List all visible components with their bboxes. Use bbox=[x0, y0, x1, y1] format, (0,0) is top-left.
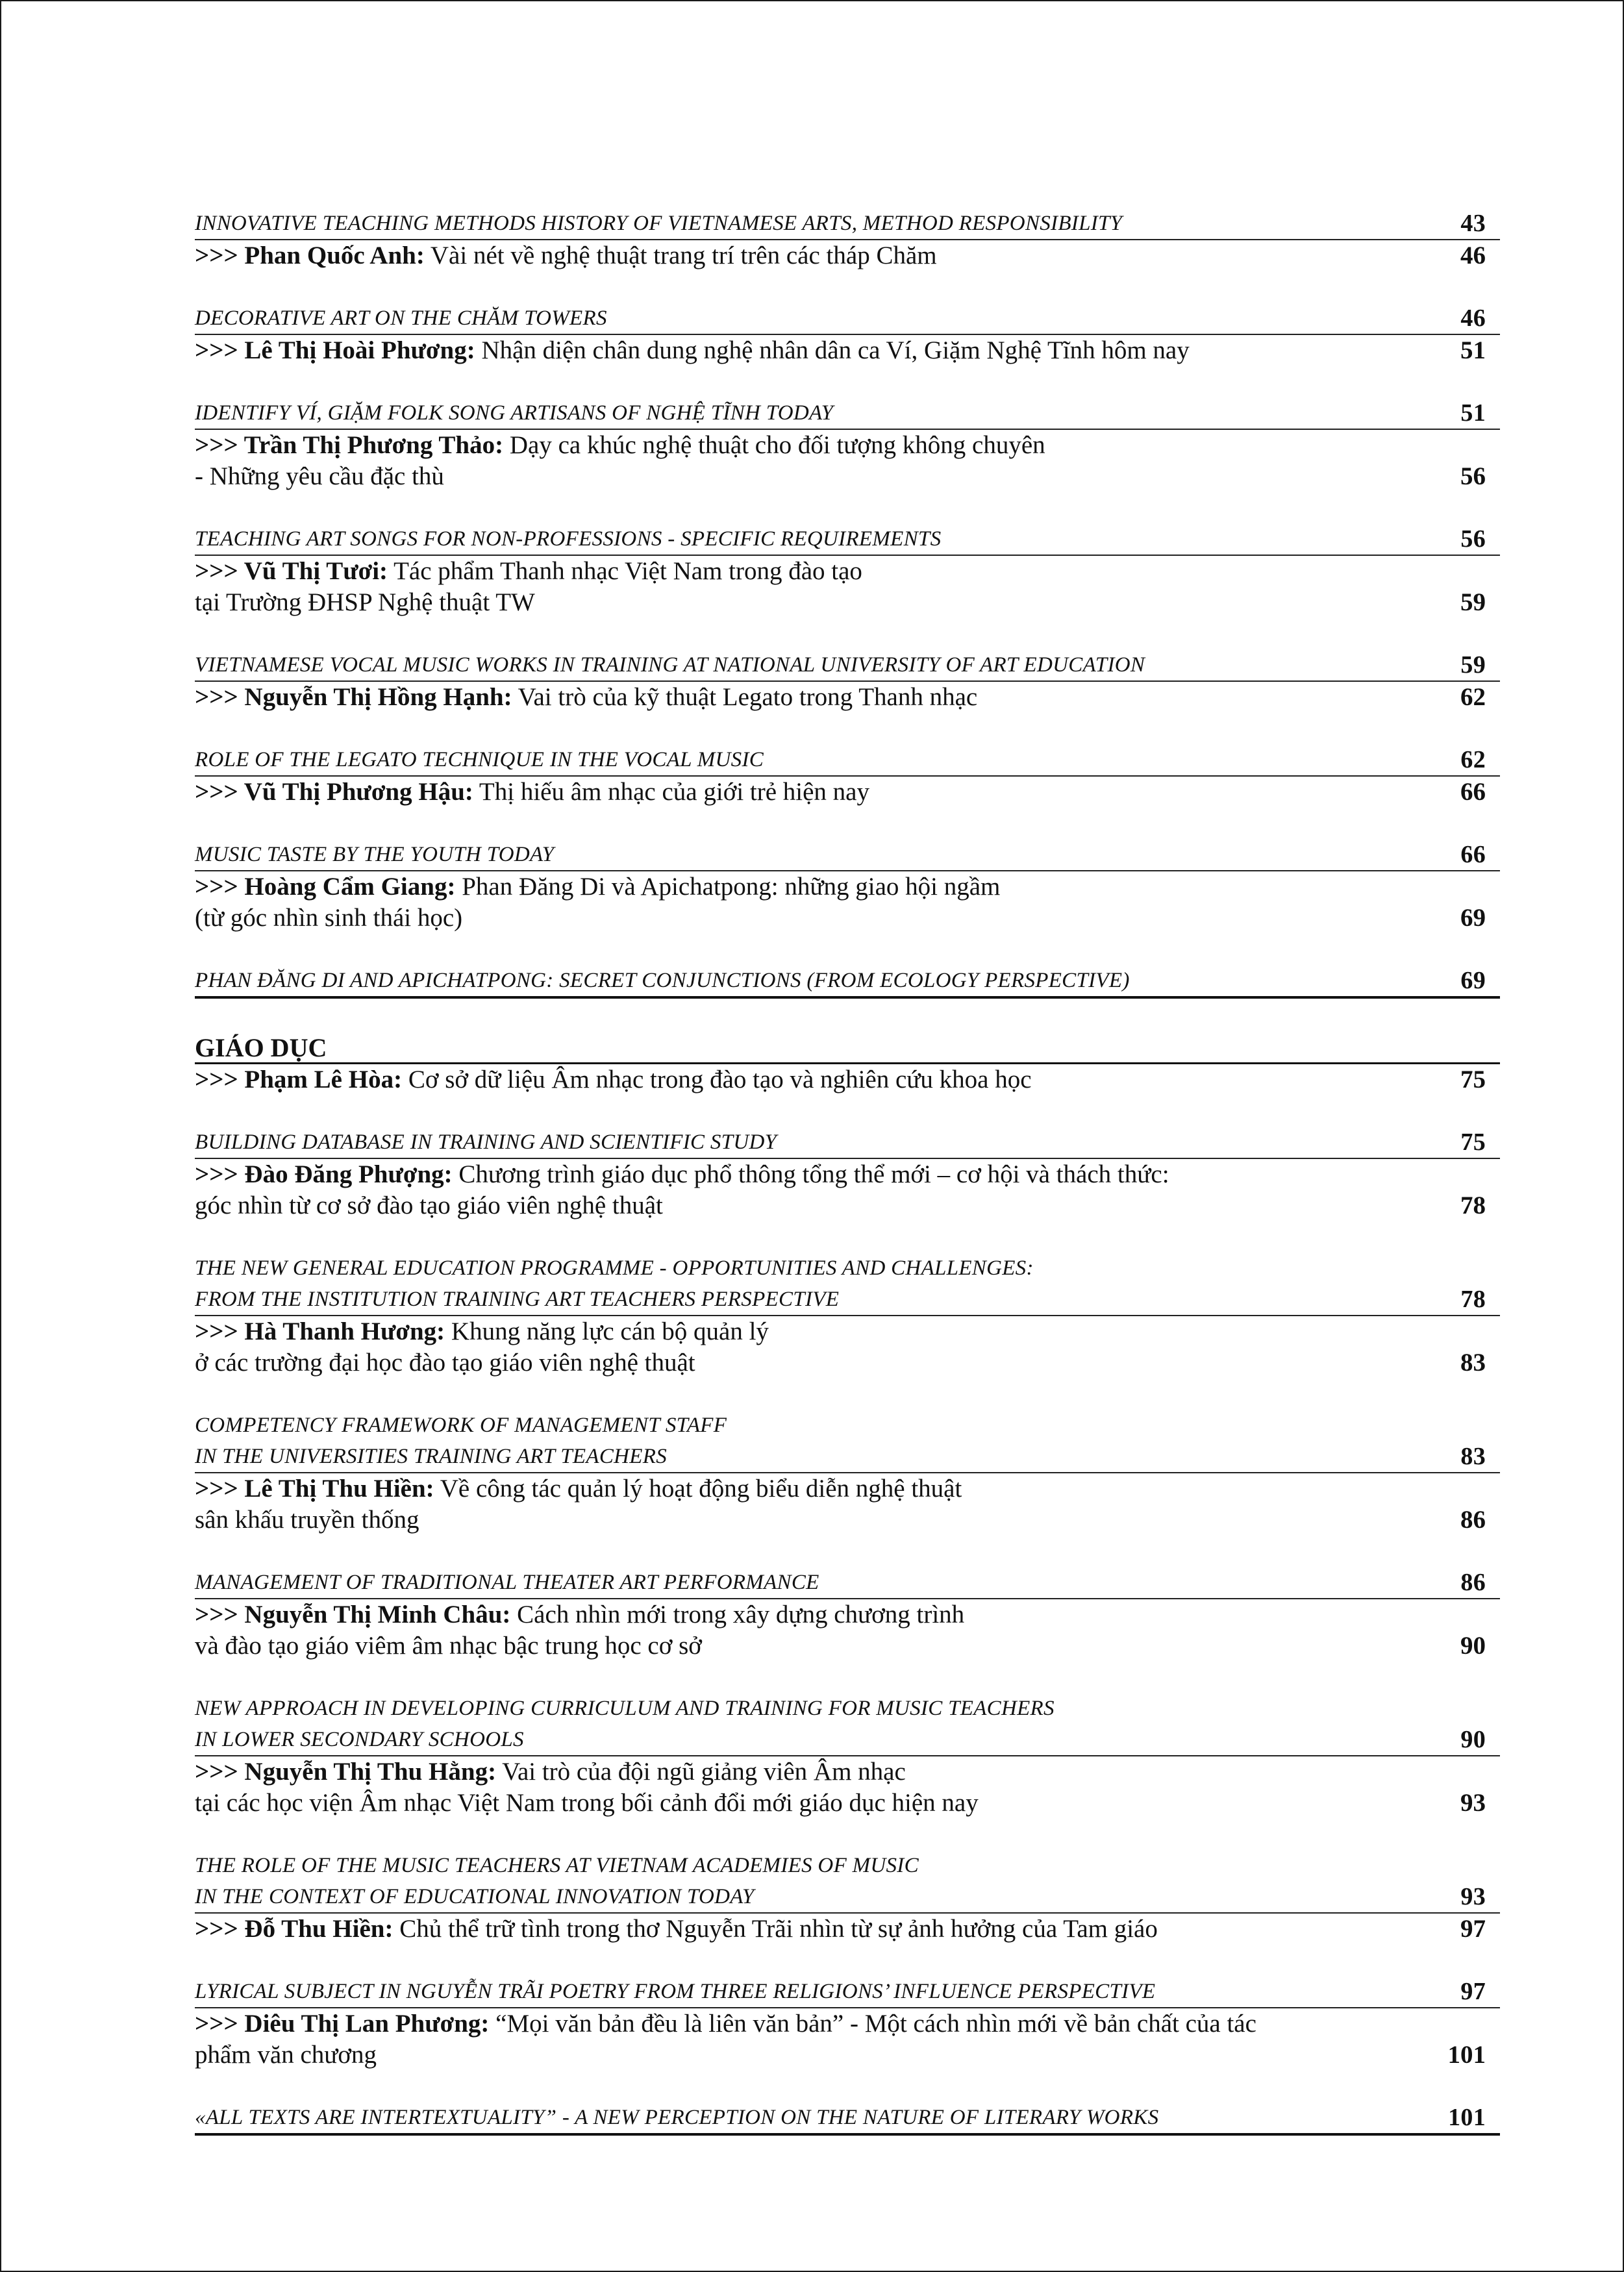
vietnamese-title-line bbox=[195, 1599, 1500, 1630]
page-number: 101 bbox=[1448, 2104, 1486, 2131]
page-number: 51 bbox=[1460, 336, 1486, 364]
english-title-text: FROM THE INSTITUTION TRAINING ART TEACHERS PERSPECTIVE bbox=[195, 1288, 840, 1311]
article-title: sân khấu truyền thống bbox=[195, 1506, 419, 1534]
toc-entry bbox=[195, 682, 1500, 777]
toc-group-top bbox=[195, 208, 1500, 999]
english-title-line bbox=[195, 1127, 1500, 1158]
page-number: 86 bbox=[1460, 1506, 1486, 1534]
vietnamese-title-block bbox=[195, 1316, 1500, 1379]
english-title-text: MANAGEMENT OF TRADITIONAL THEATER ART PERFORMANCE bbox=[195, 1571, 819, 1594]
english-title-text: BUILDING DATABASE IN TRAINING AND SCIENTIFIC STUDY bbox=[195, 1130, 777, 1154]
english-title-line bbox=[195, 1567, 1500, 1598]
author-name: >>> Vũ Thị Tươi: bbox=[195, 557, 388, 585]
english-title-text: INNOVATIVE TEACHING METHODS HISTORY OF VIETNAMESE ARTS, METHOD RESPONSIBILITY bbox=[195, 212, 1123, 235]
vietnamese-title-block bbox=[195, 240, 1500, 271]
toc-entry bbox=[195, 871, 1500, 999]
section-spacer bbox=[195, 999, 1500, 1034]
english-title-line bbox=[195, 208, 1500, 239]
page-number: 59 bbox=[1460, 588, 1486, 616]
toc-entry bbox=[195, 1316, 1500, 1473]
english-title-text: NEW APPROACH IN DEVELOPING CURRICULUM AND TRAINING FOR MUSIC TEACHERS bbox=[195, 1697, 1055, 1720]
page-number: 51 bbox=[1460, 399, 1486, 427]
article-title: Nhận diện chân dung nghệ nhân dân ca Ví, Giặm Nghệ Tĩnh hôm nay bbox=[475, 336, 1190, 364]
vietnamese-title-text bbox=[195, 682, 977, 713]
english-title-line bbox=[195, 1976, 1500, 2007]
english-title-text: LYRICAL SUBJECT IN NGUYỄN TRÃI POETRY FROM THREE RELIGIONS’ INFLUENCE PERSPECTIVE bbox=[195, 1980, 1156, 2003]
vietnamese-title-text bbox=[195, 1316, 769, 1347]
vietnamese-title-block bbox=[195, 1599, 1500, 1662]
vietnamese-title-text bbox=[195, 1159, 1169, 1190]
english-title-line bbox=[195, 1693, 1500, 1724]
article-title: Dạy ca khúc nghệ thuật cho đối tượng không chuyên bbox=[503, 431, 1045, 459]
vietnamese-title-line bbox=[195, 335, 1500, 366]
vietnamese-title-text bbox=[195, 2008, 1256, 2040]
toc-group-education bbox=[195, 1064, 1500, 2136]
vietnamese-title-text bbox=[195, 461, 444, 492]
vietnamese-title-line bbox=[195, 1064, 1500, 1095]
vietnamese-title-line bbox=[195, 1504, 1500, 1536]
vietnamese-title-line bbox=[195, 587, 1500, 618]
vietnamese-title-text bbox=[195, 240, 937, 271]
vietnamese-title-text bbox=[195, 335, 1190, 366]
english-title-block bbox=[195, 839, 1500, 871]
article-title: Vai trò của đội ngũ giảng viên Âm nhạc bbox=[496, 1758, 906, 1786]
vietnamese-title-text bbox=[195, 2040, 377, 2071]
author-name: >>> Trần Thị Phương Thảo: bbox=[195, 431, 504, 459]
author-name: >>> Nguyễn Thị Minh Châu: bbox=[195, 1601, 511, 1629]
english-title-block bbox=[195, 1567, 1500, 1599]
toc-entry bbox=[195, 556, 1500, 682]
vietnamese-title-block bbox=[195, 777, 1500, 808]
author-name: >>> Phạm Lê Hòa: bbox=[195, 1066, 403, 1093]
toc-entry bbox=[195, 1756, 1500, 1914]
english-title-line bbox=[195, 744, 1500, 775]
author-name: >>> Hoàng Cẩm Giang: bbox=[195, 873, 456, 901]
toc-entry bbox=[195, 777, 1500, 871]
author-name: >>> Vũ Thị Phương Hậu: bbox=[195, 778, 473, 806]
vietnamese-title-line bbox=[195, 1630, 1500, 1662]
english-title-text: MUSIC TASTE BY THE YOUTH TODAY bbox=[195, 843, 555, 866]
vietnamese-title-line bbox=[195, 1788, 1500, 1819]
vietnamese-title-text bbox=[195, 1190, 663, 1221]
article-title: “Mọi văn bản đều là liên văn bản” - Một cách nhìn mới về bản chất của tác bbox=[489, 2010, 1256, 2038]
vietnamese-title-line bbox=[195, 1159, 1500, 1190]
english-title-block bbox=[195, 303, 1500, 335]
article-title: (từ góc nhìn sinh thái học) bbox=[195, 904, 463, 932]
author-name: >>> Lê Thị Thu Hiền: bbox=[195, 1475, 434, 1503]
vietnamese-title-line bbox=[195, 1347, 1500, 1379]
page-number: 93 bbox=[1460, 1883, 1486, 1910]
article-title: - Những yêu cầu đặc thù bbox=[195, 462, 444, 490]
author-name: >>> Lê Thị Hoài Phương: bbox=[195, 336, 475, 364]
english-title-line bbox=[195, 397, 1500, 429]
english-title-text: ROLE OF THE LEGATO TECHNIQUE IN THE VOCAL MUSIC bbox=[195, 748, 764, 771]
vietnamese-title-block bbox=[195, 871, 1500, 934]
english-title-block bbox=[195, 965, 1500, 999]
vietnamese-title-text bbox=[195, 903, 462, 934]
article-title: Về công tác quản lý hoạt động biểu diễn nghệ thuật bbox=[434, 1475, 962, 1503]
english-title-block bbox=[195, 1410, 1500, 1473]
english-title-text: IN LOWER SECONDARY SCHOOLS bbox=[195, 1728, 524, 1751]
english-title-line bbox=[195, 839, 1500, 870]
page-number: 86 bbox=[1460, 1569, 1486, 1596]
vietnamese-title-block bbox=[195, 682, 1500, 713]
vietnamese-title-text bbox=[195, 1473, 962, 1504]
vietnamese-title-text bbox=[195, 777, 869, 808]
page-number: 69 bbox=[1460, 904, 1486, 932]
vietnamese-title-block bbox=[195, 1914, 1500, 1945]
english-title-text: IN THE UNIVERSITIES TRAINING ART TEACHERS bbox=[195, 1445, 667, 1468]
vietnamese-title-text bbox=[195, 1788, 979, 1819]
english-title-block bbox=[195, 649, 1500, 682]
page-number: 78 bbox=[1460, 1286, 1486, 1313]
english-title-line bbox=[195, 1253, 1500, 1284]
vietnamese-title-text bbox=[195, 1756, 906, 1788]
page-number: 56 bbox=[1460, 462, 1486, 490]
toc-entry bbox=[195, 2008, 1500, 2136]
page-number: 56 bbox=[1460, 525, 1486, 553]
vietnamese-title-block bbox=[195, 1064, 1500, 1095]
vietnamese-title-line bbox=[195, 2008, 1500, 2040]
vietnamese-title-line bbox=[195, 682, 1500, 713]
vietnamese-title-line bbox=[195, 1190, 1500, 1221]
english-title-line bbox=[195, 303, 1500, 334]
english-title-text: TEACHING ART SONGS FOR NON-PROFESSIONS - SPECIFIC REQUIREMENTS bbox=[195, 527, 942, 551]
english-title-text: THE ROLE OF THE MUSIC TEACHERS AT VIETNAM ACADEMIES OF MUSIC bbox=[195, 1854, 919, 1877]
vietnamese-title-block bbox=[195, 1756, 1500, 1819]
article-title: Chương trình giáo dục phổ thông tổng thể mới – cơ hội và thách thức: bbox=[452, 1160, 1169, 1188]
author-name: >>> Đào Đăng Phượng: bbox=[195, 1160, 453, 1188]
article-title: Cách nhìn mới trong xây dựng chương trình bbox=[510, 1601, 965, 1629]
toc-entry bbox=[195, 335, 1500, 430]
toc-entry bbox=[195, 240, 1500, 335]
english-title-text: IN THE CONTEXT OF EDUCATIONAL INNOVATION TODAY bbox=[195, 1885, 755, 1908]
vietnamese-title-block bbox=[195, 1159, 1500, 1221]
vietnamese-title-block bbox=[195, 335, 1500, 366]
english-title-text: COMPETENCY FRAMEWORK OF MANAGEMENT STAFF bbox=[195, 1414, 727, 1437]
page-number: 59 bbox=[1460, 651, 1486, 679]
page-number: 62 bbox=[1460, 746, 1486, 773]
toc-entry bbox=[195, 1473, 1500, 1599]
article-title: Khung năng lực cán bộ quản lý bbox=[445, 1317, 769, 1345]
english-title-text: PHAN ĐĂNG DI AND APICHATPONG: SECRET CONJUNCTIONS (FROM ECOLOGY PERSPECTIVE) bbox=[195, 969, 1130, 992]
english-title-text: IDENTIFY VÍ, GIẶM FOLK SONG ARTISANS OF NGHỆ TĨNH TODAY bbox=[195, 401, 834, 425]
page-number: 69 bbox=[1460, 967, 1486, 994]
vietnamese-title-line bbox=[195, 777, 1500, 808]
english-title-line bbox=[195, 1881, 1500, 1912]
english-title-line bbox=[195, 1284, 1500, 1315]
vietnamese-title-line bbox=[195, 903, 1500, 934]
vietnamese-title-text bbox=[195, 1599, 964, 1630]
english-title-line bbox=[195, 2102, 1500, 2133]
english-title-text: «ALL TEXTS ARE INTERTEXTUALITY” - A NEW PERCEPTION ON THE NATURE OF LITERARY WORKS bbox=[195, 2106, 1159, 2129]
section-heading: GIÁO DỤC bbox=[195, 1034, 1500, 1064]
english-title-line bbox=[195, 523, 1500, 555]
english-title-block bbox=[195, 1253, 1500, 1316]
article-title: tại các học viện Âm nhạc Việt Nam trong bối cảnh đổi mới giáo dục hiện nay bbox=[195, 1789, 979, 1817]
english-title-block bbox=[195, 744, 1500, 777]
vietnamese-title-line bbox=[195, 2040, 1500, 2071]
vietnamese-title-line bbox=[195, 240, 1500, 271]
vietnamese-title-block bbox=[195, 430, 1500, 492]
page-number: 83 bbox=[1460, 1349, 1486, 1377]
toc-entry bbox=[195, 1914, 1500, 2008]
vietnamese-title-block bbox=[195, 1473, 1500, 1536]
english-title-line bbox=[195, 1850, 1500, 1881]
toc-entry bbox=[195, 208, 1500, 240]
vietnamese-title-line bbox=[195, 1756, 1500, 1788]
page-number: 66 bbox=[1460, 778, 1486, 806]
vietnamese-title-line bbox=[195, 461, 1500, 492]
vietnamese-title-text bbox=[195, 556, 862, 587]
english-title-block bbox=[195, 397, 1500, 430]
article-title: Vài nét về nghệ thuật trang trí trên các tháp Chăm bbox=[424, 242, 937, 269]
english-title-line bbox=[195, 1441, 1500, 1472]
vietnamese-title-text bbox=[195, 871, 1000, 903]
article-title: Chủ thể trữ tình trong thơ Nguyễn Trãi nhìn từ sự ảnh hưởng của Tam giáo bbox=[393, 1915, 1158, 1943]
article-title: tại Trường ĐHSP Nghệ thuật TW bbox=[195, 588, 535, 616]
author-name: >>> Đỗ Thu Hiền: bbox=[195, 1915, 394, 1943]
author-name: >>> Nguyễn Thị Thu Hằng: bbox=[195, 1758, 497, 1786]
page-number: 90 bbox=[1460, 1726, 1486, 1753]
english-title-text: DECORATIVE ART ON THE CHĂM TOWERS bbox=[195, 306, 607, 330]
english-title-block bbox=[195, 208, 1500, 240]
vietnamese-title-line bbox=[195, 430, 1500, 461]
article-title: phẩm văn chương bbox=[195, 2041, 377, 2069]
english-title-line bbox=[195, 965, 1500, 996]
vietnamese-title-line bbox=[195, 1914, 1500, 1945]
page-number: 101 bbox=[1447, 2041, 1486, 2069]
page-number: 90 bbox=[1460, 1632, 1486, 1660]
page-number: 97 bbox=[1460, 1915, 1486, 1943]
article-title: Thị hiếu âm nhạc của giới trẻ hiện nay bbox=[473, 778, 869, 806]
page-number: 46 bbox=[1460, 242, 1486, 269]
toc-entry bbox=[195, 1159, 1500, 1316]
vietnamese-title-text bbox=[195, 1630, 702, 1662]
english-title-line bbox=[195, 1410, 1500, 1441]
author-name: >>> Nguyễn Thị Hồng Hạnh: bbox=[195, 683, 512, 711]
page-number: 78 bbox=[1460, 1192, 1486, 1219]
author-name: >>> Hà Thanh Hương: bbox=[195, 1317, 445, 1345]
vietnamese-title-text bbox=[195, 1914, 1158, 1945]
article-title: ở các trường đại học đào tạo giáo viên nghệ thuật bbox=[195, 1349, 695, 1377]
vietnamese-title-line bbox=[195, 556, 1500, 587]
vietnamese-title-line bbox=[195, 1316, 1500, 1347]
article-title: Cơ sở dữ liệu Âm nhạc trong đào tạo và nghiên cứu khoa học bbox=[402, 1066, 1032, 1093]
page-number: 75 bbox=[1460, 1129, 1486, 1156]
page-number: 83 bbox=[1460, 1443, 1486, 1470]
english-title-block bbox=[195, 523, 1500, 556]
english-title-block bbox=[195, 1693, 1500, 1756]
toc-entry bbox=[195, 1599, 1500, 1756]
article-title: góc nhìn từ cơ sở đào tạo giáo viên nghệ thuật bbox=[195, 1192, 663, 1219]
vietnamese-title-text bbox=[195, 430, 1045, 461]
english-title-block bbox=[195, 1127, 1500, 1159]
page-number: 43 bbox=[1460, 210, 1486, 237]
article-title: và đào tạo giáo viêm âm nhạc bậc trung học cơ sở bbox=[195, 1632, 702, 1660]
page-number: 66 bbox=[1460, 841, 1486, 868]
vietnamese-title-block bbox=[195, 2008, 1500, 2071]
english-title-line bbox=[195, 649, 1500, 680]
english-title-block bbox=[195, 2102, 1500, 2136]
page-number: 46 bbox=[1460, 305, 1486, 332]
page-number: 97 bbox=[1460, 1978, 1486, 2005]
english-title-block bbox=[195, 1976, 1500, 2008]
vietnamese-title-block bbox=[195, 556, 1500, 618]
vietnamese-title-text bbox=[195, 1504, 419, 1536]
english-title-text: VIETNAMESE VOCAL MUSIC WORKS IN TRAINING AT NATIONAL UNIVERSITY OF ART EDUCATION bbox=[195, 653, 1145, 677]
page-number: 93 bbox=[1460, 1789, 1486, 1817]
page-number: 75 bbox=[1460, 1066, 1486, 1093]
author-name: >>> Phan Quốc Anh: bbox=[195, 242, 425, 269]
table-of-contents bbox=[195, 208, 1500, 2136]
vietnamese-title-text bbox=[195, 1347, 695, 1379]
page-number: 62 bbox=[1460, 683, 1486, 711]
vietnamese-title-text bbox=[195, 1064, 1032, 1095]
english-title-block bbox=[195, 1850, 1500, 1914]
toc-entry bbox=[195, 430, 1500, 556]
vietnamese-title-text bbox=[195, 587, 535, 618]
toc-entry bbox=[195, 1064, 1500, 1159]
vietnamese-title-line bbox=[195, 1473, 1500, 1504]
article-title: Phan Đăng Di và Apichatpong: những giao hội ngầm bbox=[455, 873, 1001, 901]
english-title-line bbox=[195, 1724, 1500, 1755]
article-title: Tác phẩm Thanh nhạc Việt Nam trong đào tạo bbox=[388, 557, 862, 585]
article-title: Vai trò của kỹ thuật Legato trong Thanh nhạc bbox=[512, 683, 978, 711]
author-name: >>> Diêu Thị Lan Phương: bbox=[195, 2010, 490, 2038]
english-title-text: THE NEW GENERAL EDUCATION PROGRAMME - OPPORTUNITIES AND CHALLENGES: bbox=[195, 1256, 1034, 1280]
vietnamese-title-line bbox=[195, 871, 1500, 903]
